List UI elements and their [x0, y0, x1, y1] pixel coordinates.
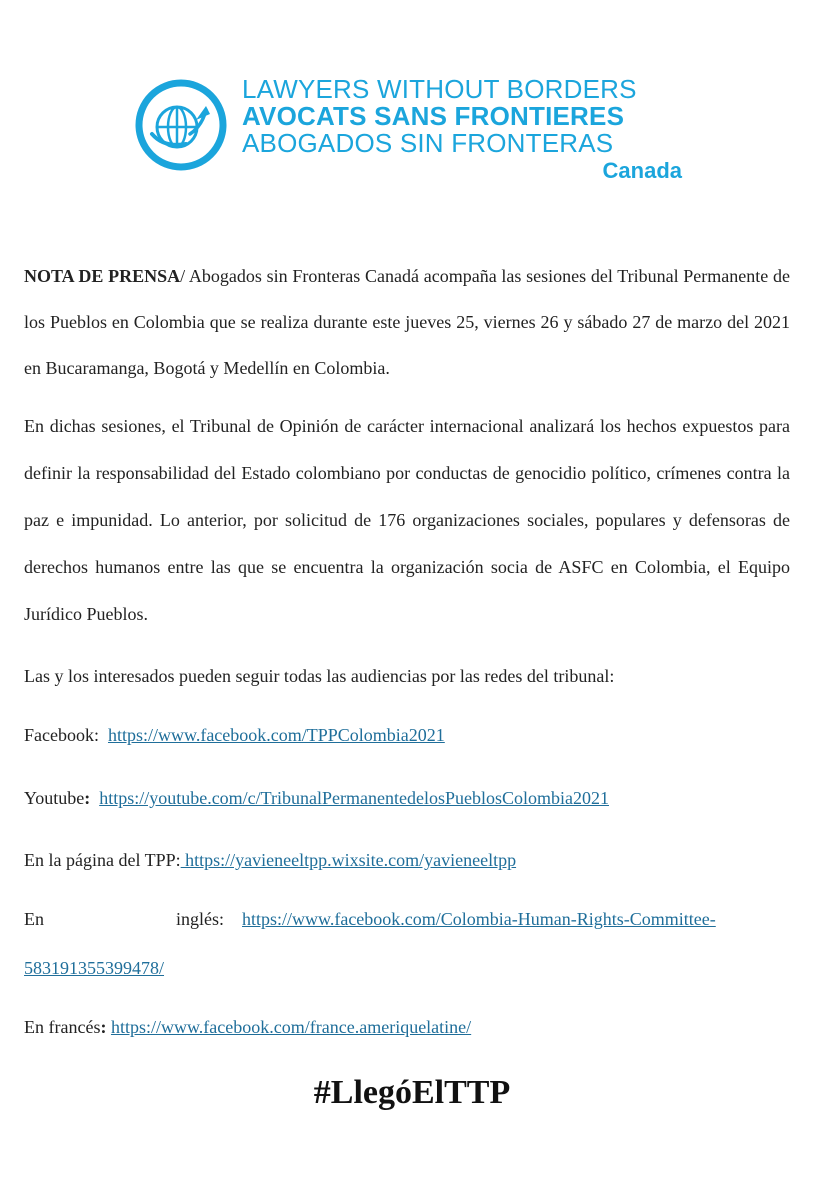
press-release-text-1: / Abogados sin Fronteras Canadá acompaña las sesiones del Tribunal Permanente de los Pueblos en Colombia que se realiza durante este jueves 25, viernes 26 y sábado 27 de marzo del 2021 en Bucaramanga, Bogotá y Medellín en Colombia. — [24, 266, 790, 378]
english-line — [242, 907, 716, 931]
english-line-continued — [24, 956, 164, 980]
logo-line-spanish: ABOGADOS SIN FRONTERAS — [242, 128, 614, 158]
english-link-part-2[interactable]: 583191355399478/ — [24, 958, 165, 978]
youtube-link[interactable]: https://youtube.com/c/TribunalPermanentedelosPueblosColombia2021 — [99, 788, 609, 808]
youtube-line — [24, 786, 609, 810]
press-release-paragraph-3: Las y los interesados pueden seguir todas las audiencias por las redes del tribunal: — [24, 666, 615, 686]
youtube-colon: : — [84, 788, 91, 808]
facebook-link[interactable]: https://www.facebook.com/TPPColombia2021 — [107, 725, 445, 745]
english-label-ingles: inglés: — [176, 909, 224, 929]
press-release-paragraph-1 — [24, 253, 790, 391]
tpp-line — [24, 848, 516, 872]
french-colon: : — [100, 1017, 107, 1037]
french-link[interactable]: https://www.facebook.com/france.ameriquelatine/ — [110, 1017, 472, 1037]
english-link-part-1[interactable]: https://www.facebook.com/Colombia-Human-Rights-Committee- — [242, 909, 716, 929]
tpp-link[interactable]: https://yavieneeltpp.wixsite.com/yavieneeltpp — [180, 850, 517, 870]
logo-line-english: LAWYERS WITHOUT BORDERS — [242, 74, 637, 104]
tpp-label: En la página del TPP: — [24, 850, 181, 870]
logo-country: Canada — [602, 158, 682, 183]
press-release-paragraph-2: En dichas sesiones, el Tribunal de Opinión de carácter internacional analizará los hechos expuestos para definir la responsabilidad del Estado colombiano por conductas de genocidio político, crímenes contra la paz e impunidad. Lo anterior, por solicitud de 176 organizaciones sociales, populares y defensoras de derechos humanos entre las que se encuentra la organización socia de ASFC en Colombia, el Equipo Jurídico Pueblos. — [24, 416, 790, 624]
facebook-line — [24, 723, 445, 747]
organization-logo — [134, 76, 694, 186]
press-release-lead: NOTA DE PRENSA — [24, 266, 181, 286]
youtube-label: Youtube — [24, 788, 85, 808]
french-line — [24, 1015, 471, 1039]
globe-hand-icon — [134, 78, 228, 172]
english-label-en: En — [24, 909, 44, 929]
logo-wordmark — [242, 76, 637, 157]
facebook-label: Facebook: — [24, 725, 99, 745]
logo-line-french: AVOCATS SANS FRONTIERES — [242, 101, 625, 131]
french-label: En francés — [24, 1017, 101, 1037]
hashtag: #LlegóElTTP — [313, 1074, 511, 1111]
